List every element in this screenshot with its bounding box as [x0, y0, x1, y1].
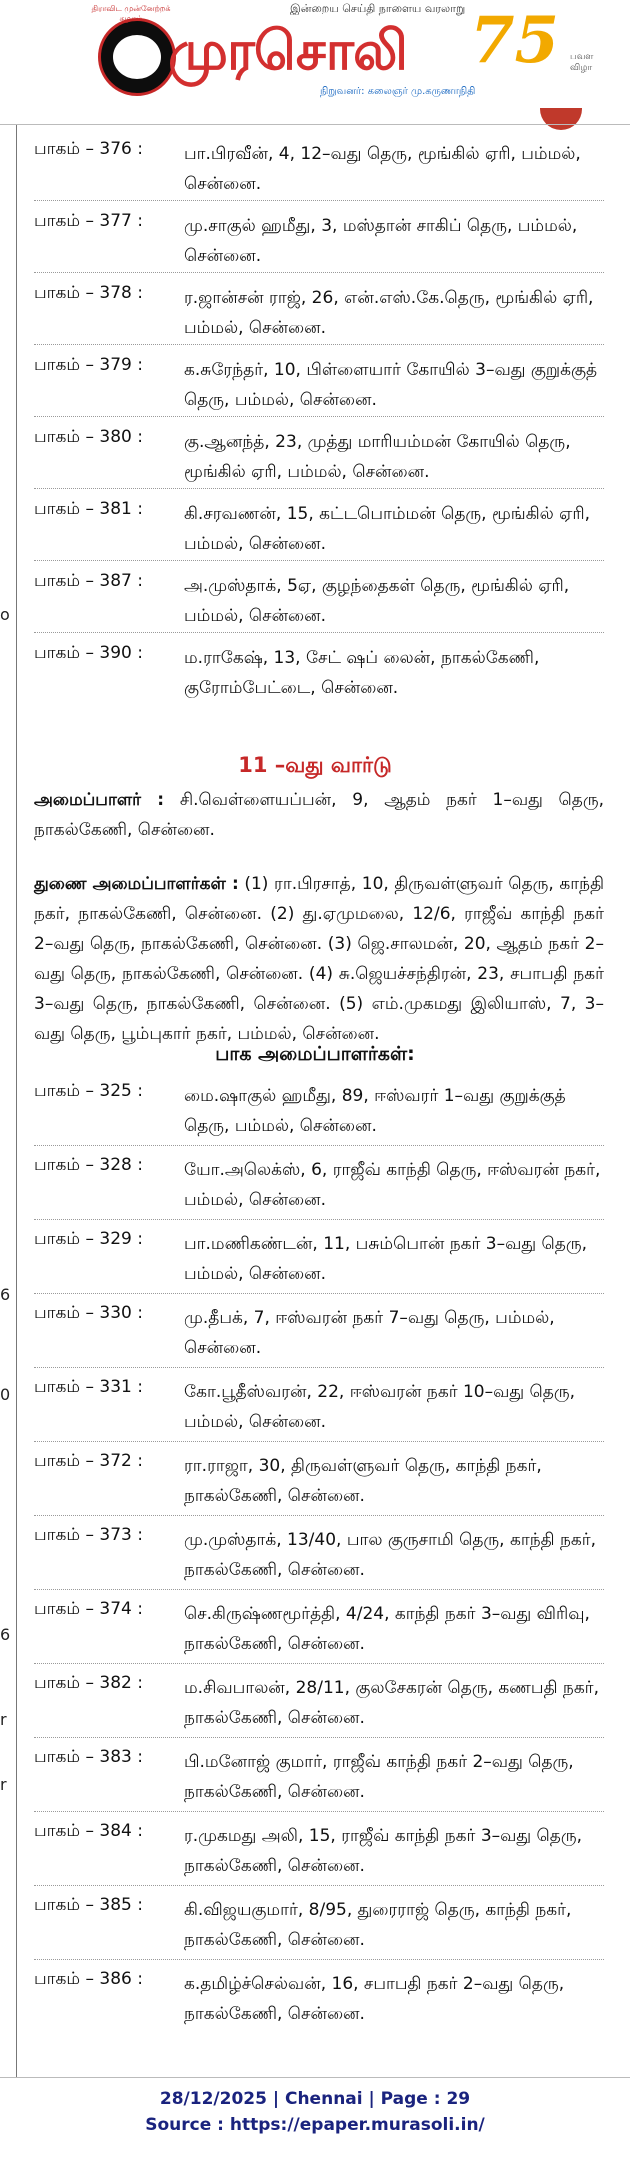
- list-item: [34, 1075, 604, 1146]
- booth-member: பி.மனோஜ் குமார், ராஜீவ் காந்தி நகர் 2–வது தெரு, நாகல்கேணி, சென்னை.: [184, 1752, 574, 1802]
- booth-label: பாகம் – 376 :: [34, 139, 143, 159]
- organiser-paragraph: [34, 785, 604, 845]
- margin-mark: 6: [0, 1625, 11, 1644]
- list-item: [34, 1889, 604, 1960]
- booth-member: கோ.பூதீஸ்வரன், 22, ஈஸ்வரன் நகர் 10–வது தெரு, பம்மல், சென்னை.: [184, 1382, 575, 1432]
- booth-label: பாகம் – 330 :: [34, 1303, 143, 1323]
- booth-member: ம.ராகேஷ், 13, சேட் ஷப் லைன், நாகல்கேணி, குரோம்பேட்டை, சென்னை.: [184, 648, 540, 698]
- list-item: [34, 637, 604, 703]
- deputy-organisers-paragraph: [34, 869, 604, 1049]
- booth-member: மு.தீபக், 7, ஈஸ்வரன் நகர் 7–வது தெரு, பம்மல், சென்னை.: [184, 1308, 555, 1358]
- list-item: [34, 421, 604, 489]
- list-item: [34, 565, 604, 633]
- booth-label: பாகம் – 380 :: [34, 427, 143, 447]
- list-item: [34, 133, 604, 201]
- page-footer: [0, 2086, 630, 2138]
- booth-label: பாகம் – 379 :: [34, 355, 143, 375]
- booth-label: பாகம் – 381 :: [34, 499, 143, 519]
- booth-member: க.தமிழ்ச்செல்வன், 16, சபாபதி நகர் 2–வது தெரு, நாகல்கேணி, சென்னை.: [184, 1974, 565, 2024]
- masthead-logo: முரசொலி: [168, 18, 407, 82]
- organiser-text: சி.வெள்ளையப்பன், 9, ஆதம் நகர் 1–வது தெரு, நாகல்கேணி, சென்னை.: [34, 790, 605, 840]
- list-item: [34, 1223, 604, 1294]
- list-item: [34, 1963, 604, 2033]
- margin-mark: 0: [0, 1385, 11, 1404]
- list-item: [34, 205, 604, 273]
- booth-label: பாகம் – 382 :: [34, 1673, 143, 1693]
- booth-member: க.சுரேந்தர், 10, பிள்ளையார் கோயில் 3–வது குறுக்குத் தெரு, பம்மல், சென்னை.: [184, 360, 598, 410]
- list-item: [34, 1593, 604, 1664]
- booth-label: பாகம் – 373 :: [34, 1525, 143, 1545]
- booth-organisers-title: பாக அமைப்பாளர்கள்:: [215, 1043, 415, 1065]
- margin-mark: r: [0, 1775, 7, 1794]
- emblem-caption: திராவிட முன்னேற்றக் கழகம்: [91, 4, 171, 23]
- booth-label: பாகம் – 385 :: [34, 1895, 143, 1915]
- booth-member: ம.சிவபாலன், 28/11, குலசேகரன் தெரு, கணபதி நகர், நாகல்கேணி, சென்னை.: [184, 1678, 599, 1728]
- booth-label: பாகம் – 372 :: [34, 1451, 143, 1471]
- list-item: [34, 1741, 604, 1812]
- booth-member: அ.முஸ்தாக், 5ஏ, குழந்தைகள் தெரு, மூங்கில் ஏரி, பம்மல், சென்னை.: [184, 576, 570, 626]
- margin-mark: 6: [0, 1285, 11, 1304]
- booth-member: கு.ஆனந்த், 23, முத்து மாரியம்மன் கோயில் தெரு, மூங்கில் ஏரி, பம்மல், சென்னை.: [184, 432, 571, 482]
- deputy-organisers-label: துணை அமைப்பாளர்கள் :: [34, 874, 239, 894]
- booth-member: கி.விஜயகுமார், 8/95, துரைராஜ் தெரு, காந்தி நகர், நாகல்கேணி, சென்னை.: [184, 1900, 572, 1950]
- booth-member: பா.மணிகண்டன், 11, பசும்பொன் நகர் 3–வது தெரு, பம்மல், சென்னை.: [184, 1234, 588, 1284]
- list-item: [34, 277, 604, 345]
- booth-member: செ.கிருஷ்ணமூர்த்தி, 4/24, காந்தி நகர் 3–வது விரிவு, நாகல்கேணி, சென்னை.: [184, 1604, 590, 1654]
- list-item: [34, 1667, 604, 1738]
- newspaper-header: [0, 0, 630, 124]
- list-item: [34, 1519, 604, 1590]
- article-content: [0, 124, 630, 2078]
- booth-member: கி.சரவணன், 15, கட்டபொம்மன் தெரு, மூங்கில் ஏரி, பம்மல், சென்னை.: [184, 504, 591, 554]
- booth-label: பாகம் – 384 :: [34, 1821, 143, 1841]
- booth-member: மை.ஷாகுல் ஹமீது, 89, ஈஸ்வரர் 1–வது குறுக்குத் தெரு, பம்மல், சென்னை.: [184, 1086, 566, 1136]
- booth-member: மு.சாகுல் ஹமீது, 3, மஸ்தான் சாகிப் தெரு, பம்மல், சென்னை.: [184, 216, 578, 266]
- booth-label: பாகம் – 329 :: [34, 1229, 143, 1249]
- list-item: [34, 1371, 604, 1442]
- list-item: [34, 349, 604, 417]
- booth-member: யோ.அலெக்ஸ், 6, ராஜீவ் காந்தி தெரு, ஈஸ்வரன் நகர், பம்மல், சென்னை.: [184, 1160, 601, 1210]
- booth-member: ர.முகமது அலி, 15, ராஜீவ் காந்தி நகர் 3–வது தெரு, நாகல்கேணி, சென்னை.: [184, 1826, 583, 1876]
- party-emblem-icon: [98, 18, 176, 96]
- booth-member: ர.ஜான்சன் ராஜ், 26, என்.எஸ்.கே.தெரு, மூங்கில் ஏரி, பம்மல், சென்னை.: [184, 288, 594, 338]
- list-item: [34, 1815, 604, 1886]
- source-url: Source : https://epaper.murasoli.in/: [145, 2115, 485, 2135]
- list-item: [34, 1445, 604, 1516]
- column-divider: [16, 125, 17, 2077]
- booth-label: பாகம் – 386 :: [34, 1969, 143, 1989]
- list-item: [34, 1149, 604, 1220]
- booth-label: பாகம் – 383 :: [34, 1747, 143, 1767]
- deputy-organisers-text: (1) ரா.பிரசாத், 10, திருவள்ளுவர் தெரு, காந்தி நகர், நாகல்கேணி, சென்னை. (2) து.ஏமுமலை, 12/6, ராஜீவ் காந்தி நகர் 2–வது தெரு, நாகல்கேணி, சென்னை. (3) ஜெ.சாலமன், 20, ஆதம் நகர் 2–வது தெரு, நாகல்கேணி, சென்னை. (4) சு.ஜெயச்சந்திரன், 23, சபாபதி நகர் 3–வது தெரு, நாகல்கேணி, சென்னை. (5) எம்.முகமது இலியாஸ், 7, 3–வது தெரு, பூம்புகார் நகர், பம்மல், சென்னை.: [34, 874, 604, 1044]
- booth-label: பாகம் – 328 :: [34, 1155, 143, 1175]
- booth-label: பாகம் – 374 :: [34, 1599, 143, 1619]
- organiser-label: அமைப்பாளர் :: [34, 790, 165, 810]
- list-item: [34, 493, 604, 561]
- booth-label: பாகம் – 378 :: [34, 283, 143, 303]
- anniversary-75-logo: 75: [470, 3, 560, 78]
- ward-title: 11 –வது வார்டு: [238, 753, 392, 777]
- booth-label: பாகம் – 387 :: [34, 571, 143, 591]
- margin-mark: r: [0, 1710, 7, 1729]
- list-item: [34, 1297, 604, 1368]
- booth-label: பாகம் – 377 :: [34, 211, 143, 231]
- booth-label: பாகம் – 390 :: [34, 643, 143, 663]
- edition-info: 28/12/2025 | Chennai | Page : 29: [159, 2089, 471, 2109]
- margin-mark: o: [0, 605, 10, 624]
- booth-member: மு.முஸ்தாக், 13/40, பால குருசாமி தெரு, காந்தி நகர், நாகல்கேணி, சென்னை.: [184, 1530, 597, 1580]
- booth-member: பா.பிரவீன், 4, 12–வது தெரு, மூங்கில் ஏரி, பம்மல், சென்னை.: [184, 144, 581, 194]
- founder-tagline: நிறுவனர்: கலைஞர் மு.கருணாநிதி: [320, 86, 476, 97]
- booth-member: ரா.ராஜா, 30, திருவள்ளுவர் தெரு, காந்தி நகர், நாகல்கேணி, சென்னை.: [184, 1456, 542, 1506]
- tagline-top: இன்றைய செய்தி நாளைய வரலாறு: [290, 2, 466, 15]
- anniversary-caption: பவள விழா: [570, 52, 594, 73]
- booth-label: பாகம் – 325 :: [34, 1081, 143, 1101]
- booth-label: பாகம் – 331 :: [34, 1377, 143, 1397]
